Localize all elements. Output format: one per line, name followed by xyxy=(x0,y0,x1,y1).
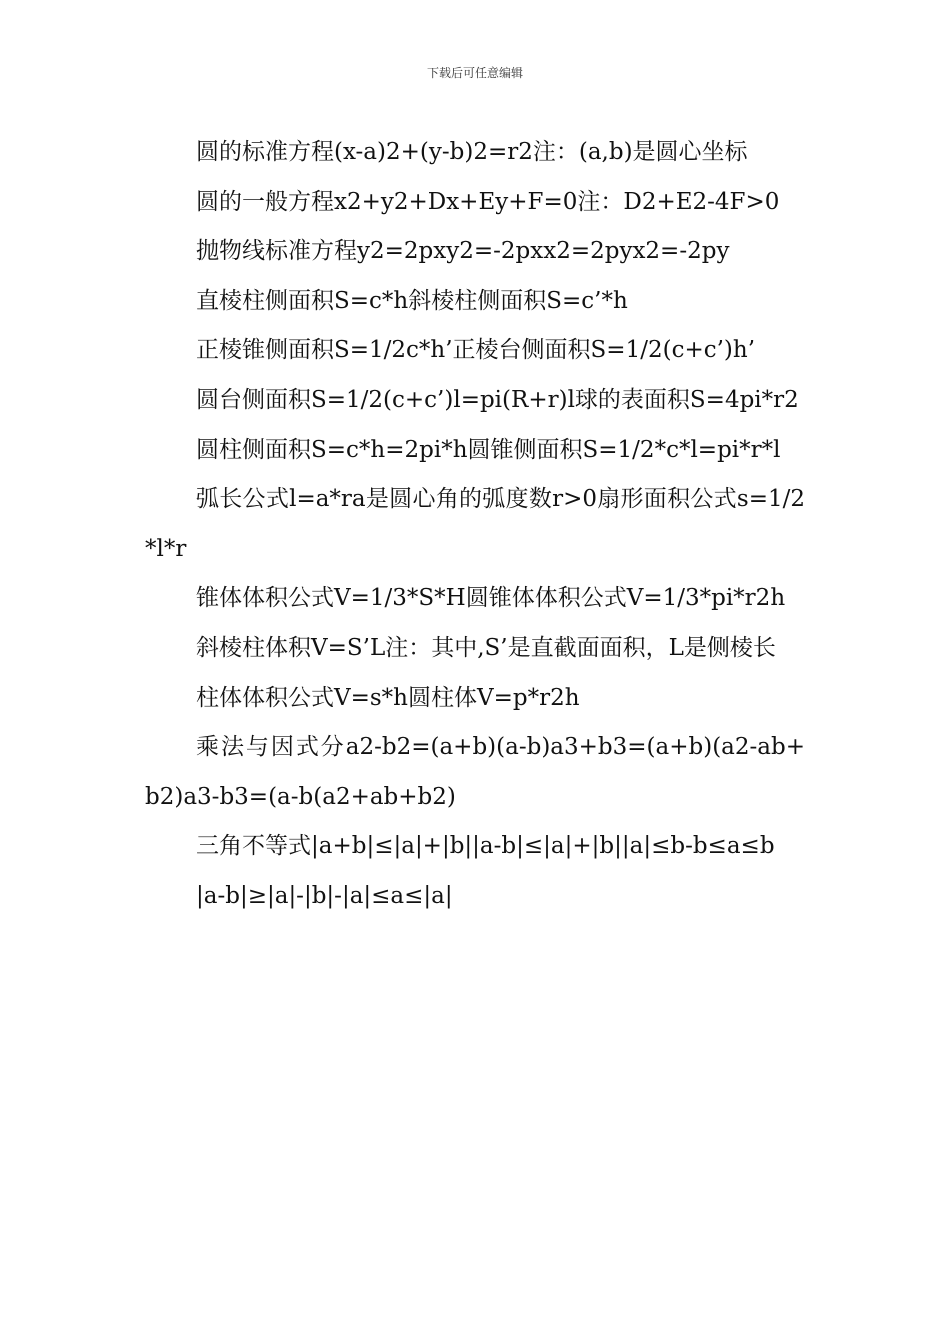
paragraph-triangle-inequality: 三角不等式|a+b|≤|a|+|b||a-b|≤|a|+|b||a|≤b-b≤a≤b xyxy=(196,833,775,860)
paragraph-parabola-equation: 抛物线标准方程y2=2pxy2=-2pxx2=2pyx2=-2py xyxy=(196,238,730,265)
document-body xyxy=(145,128,805,922)
paragraph-frustum-sphere-area: 圆台侧面积S=1/2(c+c’)l=pi(R+r)l球的表面积S=4pi*r2 xyxy=(196,386,799,413)
paragraph-circle-general-equation: 圆的一般方程x2+y2+Dx+Ey+F=0注：D2+E2-4F>0 xyxy=(196,188,780,215)
paragraph-cylinder-cone-area: 圆柱侧面积S=c*h=2pi*h圆锥侧面积S=1/2*c*l=pi*r*l xyxy=(196,436,781,463)
paragraph-pyramid-lateral-area: 正棱锥侧面积S=1/2c*h’正棱台侧面积S=1/2(c+c’)h’ xyxy=(196,337,756,364)
page-header: 下载后可任意编辑 xyxy=(426,66,523,80)
paragraph-oblique-prism-volume: 斜棱柱体积V=S’L注：其中,S’是直截面面积，L是侧棱长 xyxy=(196,634,776,661)
paragraph-cylinder-volume: 柱体体积公式V=s*h圆柱体V=p*r2h xyxy=(196,684,580,711)
paragraph-prism-lateral-area: 直棱柱侧面积S=c*h斜棱柱侧面积S=c’*h xyxy=(196,287,628,314)
paragraph-absolute-inequality: |a-b|≥|a|-|b|-|a|≤a≤|a| xyxy=(196,882,453,909)
paragraph-factorization: 乘法与因式分a2-b2=(a+b)(a-b)a3+b3=(a+b)(a2-ab+b2)a3-b3=(a-b(a2+ab+b2) xyxy=(145,734,805,810)
paragraph-arc-sector-formula: 弧长公式l=a*ra是圆心角的弧度数r>0扇形面积公式s=1/2*l*r xyxy=(145,486,805,562)
paragraph-circle-standard-equation: 圆的标准方程(x-a)2+(y-b)2=r2注：(a,b)是圆心坐标 xyxy=(196,139,748,165)
paragraph-cone-volume: 锥体体积公式V=1/3*S*H圆锥体体积公式V=1/3*pi*r2h xyxy=(196,585,786,612)
